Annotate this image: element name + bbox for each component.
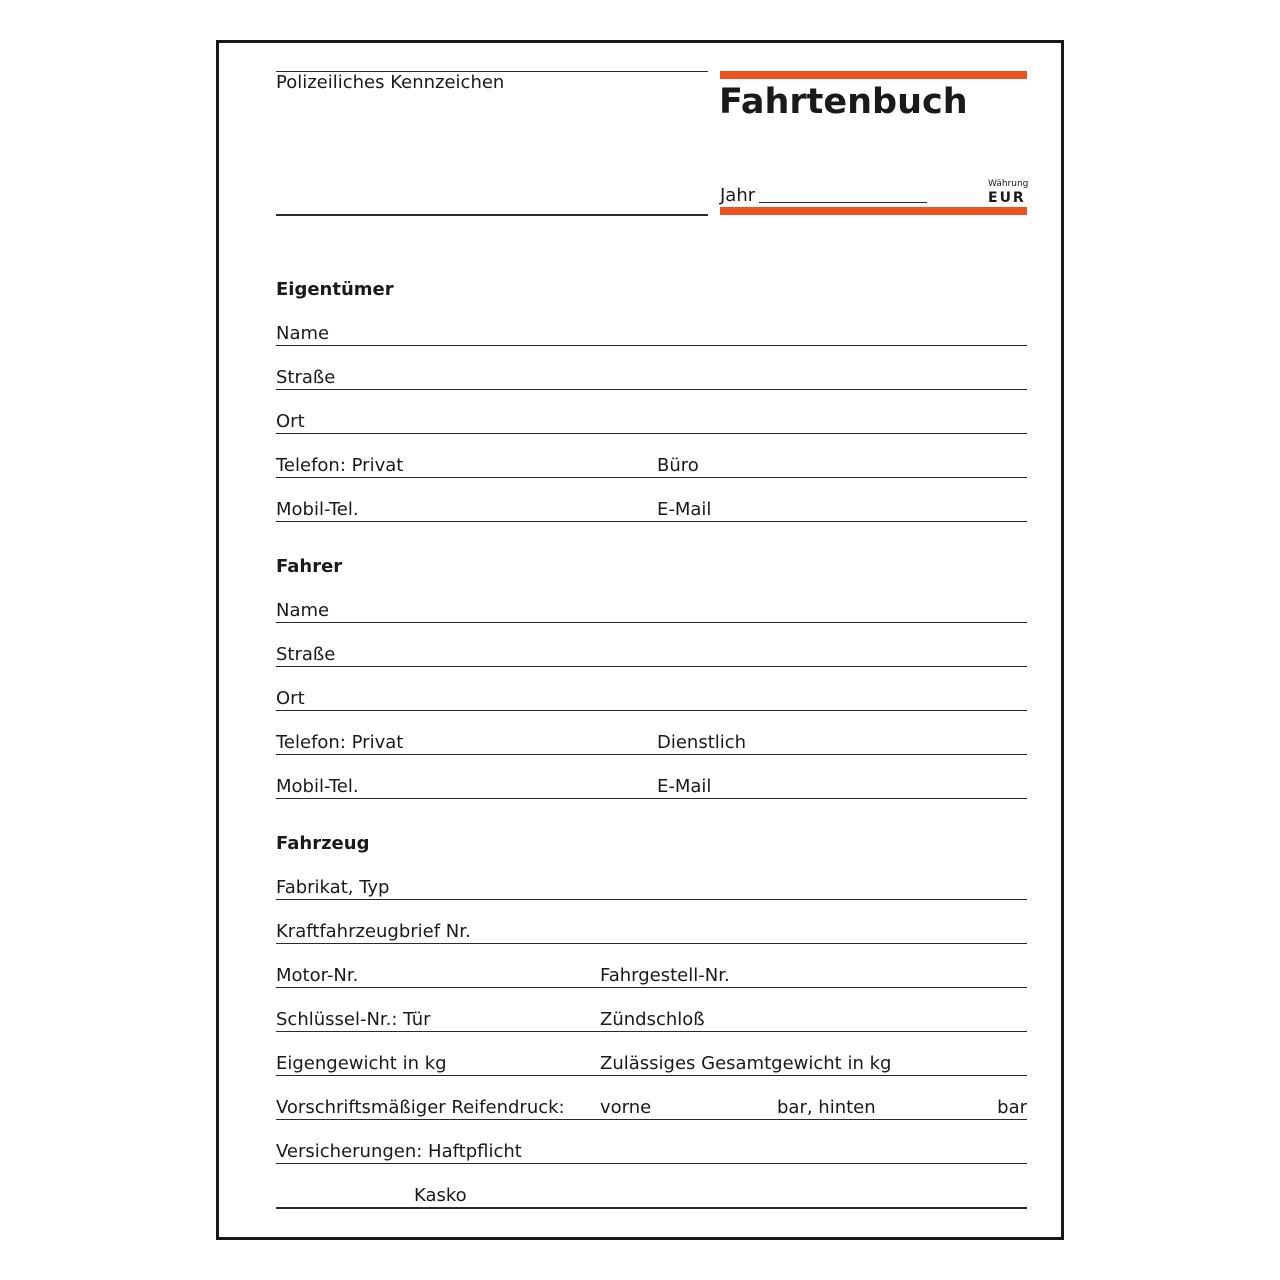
vehicle-key-door-label: Schlüssel-Nr.: Tür xyxy=(276,1009,431,1030)
driver-mobile-line[interactable] xyxy=(276,798,1027,799)
owner-heading: Eigentümer xyxy=(276,279,394,300)
vehicle-tire-rear-label: bar, hinten xyxy=(777,1097,876,1118)
plate-label: Polizeiliches Kennzeichen xyxy=(276,72,505,93)
vehicle-tire-front-label: vorne xyxy=(600,1097,652,1118)
currency-label: Währung xyxy=(988,179,1029,189)
driver-email-label: E-Mail xyxy=(657,776,712,797)
plate-input-line[interactable] xyxy=(276,214,708,216)
vehicle-tire-pressure-label: Vorschriftsmäßiger Reifendruck: xyxy=(276,1097,565,1118)
vehicle-registration-label: Kraftfahrzeugbrief Nr. xyxy=(276,921,471,942)
vehicle-engine-label: Motor-Nr. xyxy=(276,965,359,986)
vehicle-make-line[interactable] xyxy=(276,899,1027,900)
vehicle-engine-line[interactable] xyxy=(276,987,1027,988)
vehicle-insurance-comprehensive-line[interactable] xyxy=(276,1207,1027,1209)
driver-city-label: Ort xyxy=(276,688,305,709)
owner-name-line[interactable] xyxy=(276,345,1027,346)
vehicle-tire-line[interactable] xyxy=(276,1119,1027,1120)
year-input-line[interactable] xyxy=(759,202,927,203)
driver-name-label: Name xyxy=(276,600,330,621)
owner-street-label: Straße xyxy=(276,367,336,388)
vehicle-gross-weight-label: Zulässiges Gesamtgewicht in kg xyxy=(600,1053,892,1074)
driver-phone-line[interactable] xyxy=(276,754,1027,755)
vehicle-key-ignition-label: Zündschloß xyxy=(600,1009,705,1030)
year-label: Jahr xyxy=(720,185,756,206)
title-bottom-bar xyxy=(720,207,1027,215)
vehicle-curb-weight-label: Eigengewicht in kg xyxy=(276,1053,447,1074)
driver-mobile-label: Mobil-Tel. xyxy=(276,776,359,797)
owner-street-line[interactable] xyxy=(276,389,1027,390)
vehicle-key-line[interactable] xyxy=(276,1031,1027,1032)
page-title: Fahrtenbuch xyxy=(719,82,968,122)
owner-phone-line[interactable] xyxy=(276,477,1027,478)
owner-email-label: E-Mail xyxy=(657,499,712,520)
owner-city-line[interactable] xyxy=(276,433,1027,434)
title-top-bar xyxy=(720,71,1027,79)
vehicle-make-label: Fabrikat, Typ xyxy=(276,877,390,898)
owner-phone-office-label: Büro xyxy=(657,455,699,476)
vehicle-insurance-liability-line[interactable] xyxy=(276,1163,1027,1164)
driver-street-label: Straße xyxy=(276,644,336,665)
owner-mobile-label: Mobil-Tel. xyxy=(276,499,359,520)
vehicle-insurance-liability-label: Versicherungen: Haftpflicht xyxy=(276,1141,522,1162)
vehicle-heading: Fahrzeug xyxy=(276,833,370,854)
owner-city-label: Ort xyxy=(276,411,305,432)
driver-city-line[interactable] xyxy=(276,710,1027,711)
vehicle-tire-unit-label: bar xyxy=(997,1097,1027,1118)
driver-street-line[interactable] xyxy=(276,666,1027,667)
owner-phone-private-label: Telefon: Privat xyxy=(276,455,404,476)
currency-value: EUR xyxy=(988,190,1026,206)
vehicle-weight-line[interactable] xyxy=(276,1075,1027,1076)
owner-name-label: Name xyxy=(276,323,330,344)
vehicle-chassis-label: Fahrgestell-Nr. xyxy=(600,965,730,986)
vehicle-registration-line[interactable] xyxy=(276,943,1027,944)
driver-name-line[interactable] xyxy=(276,622,1027,623)
owner-mobile-line[interactable] xyxy=(276,521,1027,522)
driver-phone-private-label: Telefon: Privat xyxy=(276,732,404,753)
driver-heading: Fahrer xyxy=(276,556,343,577)
vehicle-insurance-comprehensive-label: Kasko xyxy=(414,1185,467,1206)
driver-phone-business-label: Dienstlich xyxy=(657,732,747,753)
